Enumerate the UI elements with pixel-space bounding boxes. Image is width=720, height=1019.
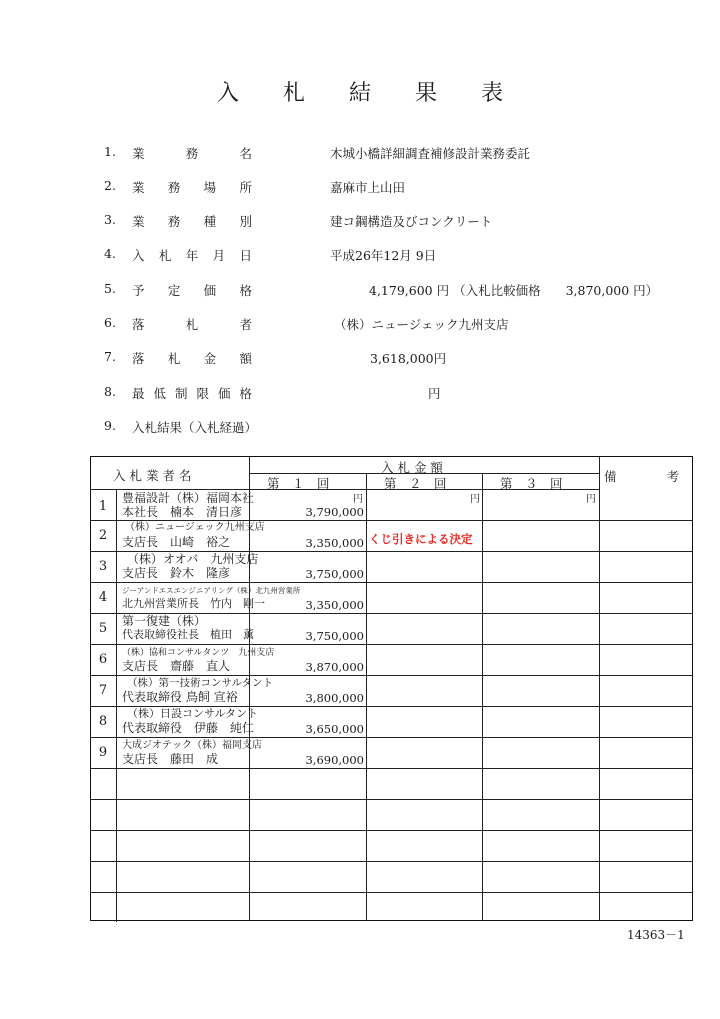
- row-number: 9: [98, 745, 108, 760]
- bid-amount-round1: 3,690,000: [305, 753, 364, 767]
- bid-amount-round1: 3,790,000: [305, 505, 364, 519]
- row-divider: [91, 861, 692, 862]
- info-value: 4,179,600 円 （入札比較価格 3,870,000 円）: [369, 283, 659, 298]
- row-divider: [91, 892, 692, 893]
- info-num: 5.: [104, 281, 116, 296]
- label-char: 最: [132, 386, 145, 401]
- title-char: 入: [216, 81, 239, 106]
- row-number: 3: [98, 559, 108, 574]
- bidder-representative: 支店長 齋藤 直人: [122, 659, 231, 673]
- col-divider-round3: [599, 457, 600, 920]
- info-value: 建コ鋼構造及びコンクリート: [330, 214, 493, 229]
- row-number: 2: [98, 528, 108, 543]
- label-char: 札: [185, 317, 199, 332]
- label-char: 定: [167, 283, 181, 298]
- info-num: 1.: [104, 144, 116, 159]
- bidder-representative: 支店長 藤田 成: [122, 752, 219, 766]
- row-divider: [91, 582, 692, 583]
- document-number: 14363－1: [627, 928, 685, 942]
- label-char: 業: [132, 146, 145, 161]
- label-char: 価: [217, 386, 231, 401]
- label-char: 名: [239, 146, 252, 161]
- label-char: 価: [203, 283, 217, 298]
- label-char: 務: [167, 180, 181, 195]
- info-label: [132, 212, 252, 230]
- bidder-representative: 本社長 楠本 清日彦: [122, 505, 243, 519]
- label-char: 場: [203, 180, 217, 195]
- label-char: 日: [239, 248, 252, 263]
- header-amount: 入 札 金 額: [381, 460, 443, 475]
- bidder-name: （株）オオバ 九州支店: [127, 552, 259, 566]
- bidder-representative: 支店長 山崎 裕之: [122, 535, 231, 549]
- header-round-3: 第 ３ 回: [500, 476, 563, 491]
- yen-mark: 円: [586, 494, 596, 505]
- title-char: 表: [481, 81, 504, 106]
- header-remarks: 備 考: [604, 469, 680, 484]
- bidder-representative: 代表取締役社長 植田 薫: [122, 628, 254, 641]
- label-char: 制: [174, 386, 188, 401]
- bidder-name: 第一復建（株）: [122, 614, 207, 628]
- info-num: 9.: [104, 418, 116, 433]
- info-num: 2.: [104, 178, 116, 193]
- label-char: 年: [185, 248, 199, 263]
- col-divider-round2: [482, 473, 483, 920]
- label-char: 月: [212, 248, 226, 263]
- bid-amount-round1: 3,800,000: [305, 691, 364, 705]
- bid-amount-round1: 3,750,000: [305, 567, 364, 581]
- row-number: 6: [98, 652, 108, 667]
- label-char: 者: [239, 317, 252, 332]
- bid-amount-round1: 3,750,000: [305, 629, 364, 643]
- row-divider: [91, 644, 692, 645]
- row-number: 5: [98, 621, 108, 636]
- info-value: 木城小橋詳細調査補修設計業務委託: [330, 146, 531, 161]
- row-divider: [91, 830, 692, 831]
- label-char: 札: [167, 351, 181, 366]
- info-num: 6.: [104, 315, 116, 330]
- info-num: 4.: [104, 246, 116, 261]
- bid-amount-round1: 3,870,000: [305, 660, 364, 674]
- row-number: 8: [98, 714, 108, 729]
- label-char: 札: [158, 248, 172, 263]
- info-value: （株）ニュージェック九州支店: [334, 317, 509, 332]
- bidder-representative: 代表取締役 伊藤 純仁: [122, 721, 255, 735]
- bidder-name: （株）日設コンサルタント: [127, 707, 259, 720]
- label-char: 金: [203, 351, 217, 366]
- bidder-name: （株）協和コンサルタンツ 九州支店: [122, 648, 275, 658]
- yen-mark: 円: [470, 494, 480, 505]
- label-char: 務: [185, 146, 199, 161]
- label-char: 業: [132, 214, 145, 229]
- yen-mark: 円: [353, 494, 363, 505]
- info-num: 7.: [104, 349, 116, 364]
- info-label: [132, 178, 252, 196]
- col-divider-round1: [366, 473, 367, 920]
- title-char: 果: [415, 81, 438, 106]
- label-char: 予: [132, 283, 145, 298]
- bid-amount-round1: 3,650,000: [305, 722, 364, 736]
- bidder-name: 豊福設計（株）福岡本社: [122, 491, 255, 505]
- lottery-note: くじ引きによる決定: [369, 532, 473, 546]
- info-value: 円: [428, 386, 441, 401]
- label-char: 種: [203, 214, 217, 229]
- bidder-name: 大成ジオテック（株）福岡支店: [122, 740, 262, 751]
- label-char: 限: [196, 386, 209, 401]
- label-char: 所: [239, 180, 252, 195]
- row-number: 1: [98, 499, 108, 514]
- header-bidder: 入 札 業 者 名: [113, 468, 192, 483]
- info-label: [132, 281, 252, 299]
- bidder-name: （株）ニュージェック九州支店: [125, 522, 265, 533]
- label-char: 業: [132, 180, 145, 195]
- title-char: 結: [348, 81, 371, 106]
- row-number: 4: [98, 590, 108, 605]
- info-num: 8.: [104, 384, 116, 399]
- bidder-name: （株）第一技術コンサルタント: [127, 677, 274, 689]
- bidder-representative: 北九州営業所長 竹内 剛一: [122, 597, 265, 610]
- info-label: [132, 246, 252, 264]
- info-num: 3.: [104, 212, 116, 227]
- page-title: [0, 76, 720, 107]
- info-value: 平成26年12月 9日: [330, 248, 437, 263]
- info-value: 3,618,000円: [370, 351, 447, 366]
- header-round-2: 第 ２ 回: [384, 476, 447, 491]
- label-char: 務: [167, 214, 181, 229]
- label-char: 落: [132, 351, 145, 366]
- info-label: [132, 144, 252, 162]
- info-label: [132, 384, 252, 402]
- row-divider: [91, 737, 692, 738]
- bid-amount-round1: 3,350,000: [305, 536, 364, 550]
- bid-results-table: [90, 456, 693, 921]
- label-char: 落: [132, 317, 145, 332]
- label-char: 額: [239, 351, 252, 366]
- info-label: [132, 315, 252, 333]
- label-char: 低: [153, 386, 166, 401]
- bidder-representative: 代表取締役 鳥飼 宣裕: [122, 690, 238, 704]
- title-char: 札: [282, 81, 305, 106]
- info-value: 嘉麻市上山田: [330, 180, 406, 195]
- bid-amount-round1: 3,350,000: [305, 598, 364, 612]
- bidder-representative: 支店長 鈴木 隆彦: [122, 566, 231, 580]
- label-char: 別: [239, 214, 252, 229]
- row-number: 7: [98, 683, 108, 698]
- label-char: 入: [132, 248, 145, 263]
- row-divider: [91, 799, 692, 800]
- info-label: 入札結果（入札経過）: [132, 420, 258, 435]
- info-label: [132, 349, 252, 367]
- header-round-1: 第 １ 回: [267, 476, 330, 491]
- row-divider: [91, 768, 692, 769]
- label-char: 格: [239, 386, 252, 401]
- label-char: 格: [239, 283, 252, 298]
- bidder-name: ジーアンドエスエンジニアリング（株）北九州営業所: [122, 586, 301, 595]
